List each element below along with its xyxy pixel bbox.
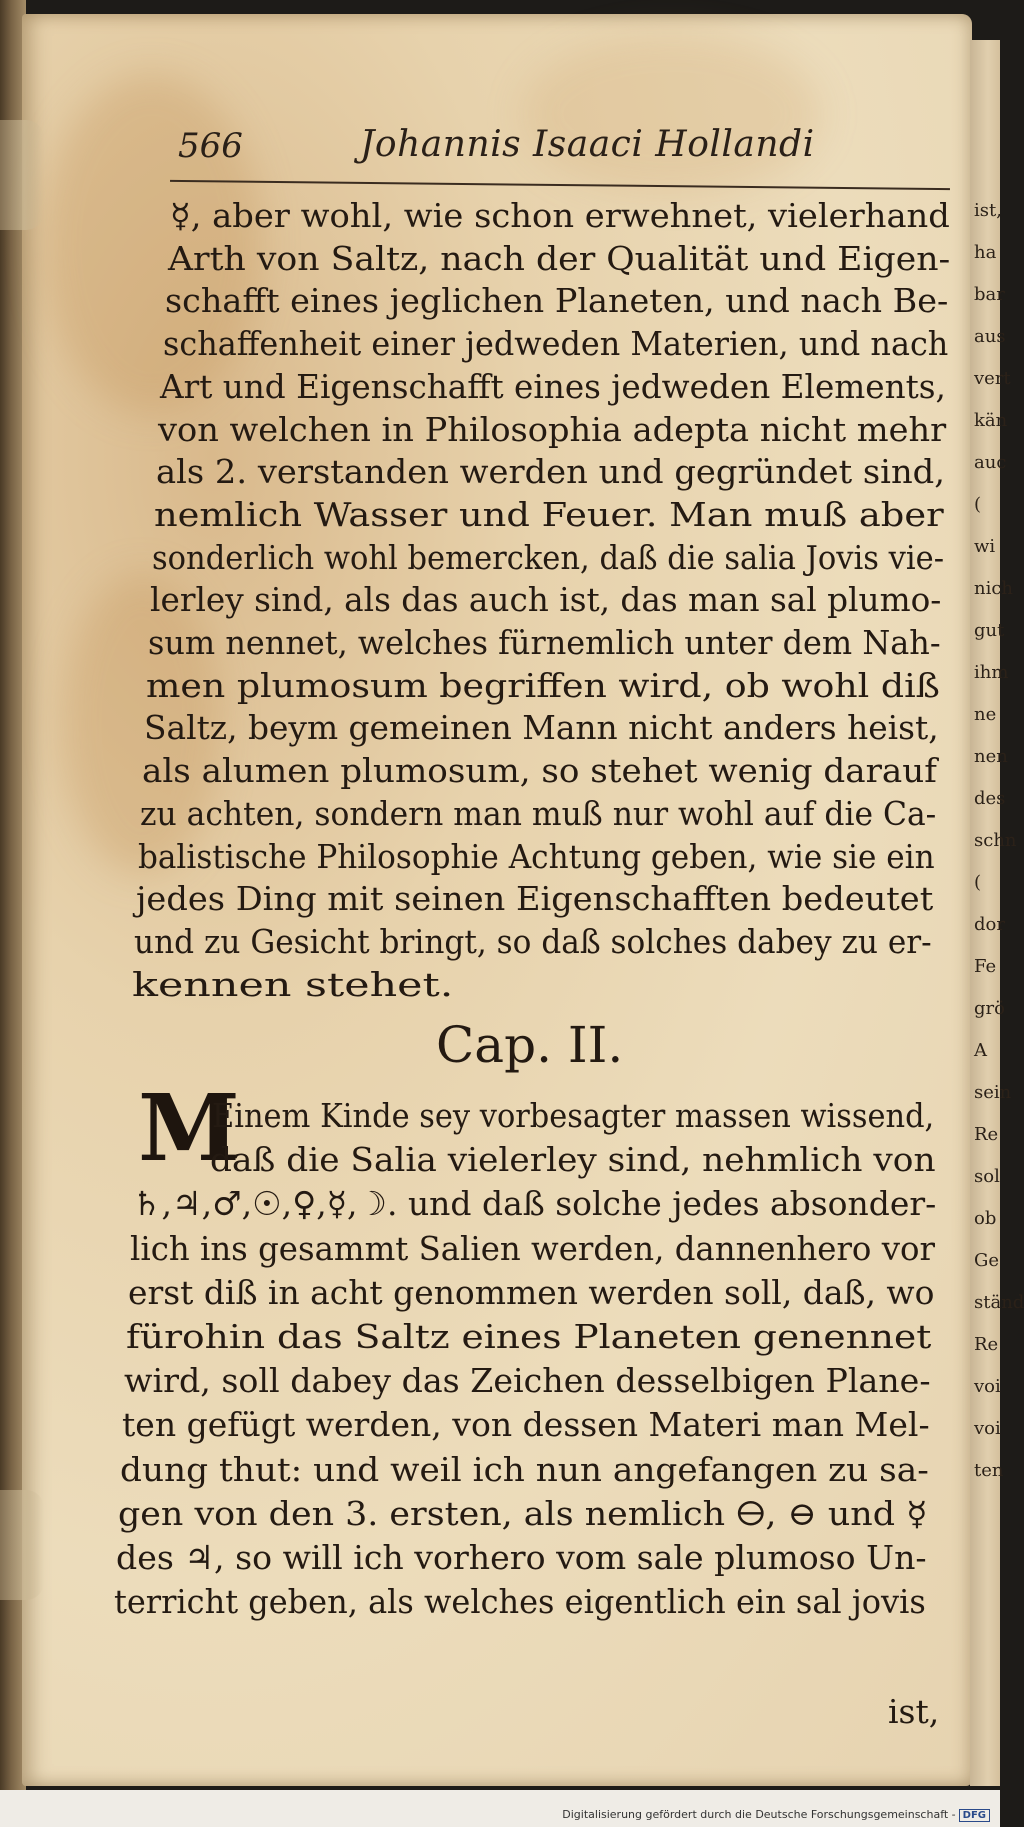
page-number: 566 [178,126,243,166]
text-line: lerley sind, als das auch ist, das man sal plumo- [150,580,942,620]
text-line: ten gefügt werden, von dessen Materi man Mel- [122,1405,930,1445]
adjacent-page-fragment: ha [974,242,997,263]
adjacent-page-fragment: ihm [974,662,1009,683]
text-line: als alumen plumosum, so stehet wenig darauf [142,751,937,791]
adjacent-page-fragment: sein [974,1082,1012,1103]
text-line: schaffenheit einer jedweden Materien, und nach [163,324,949,364]
text-line: gen von den 3. ersten, als nemlich 🜔, ⊖ und ☿ [118,1493,928,1533]
text-line: sum nennet, welches fürnemlich unter dem Nah- [148,623,941,662]
text-line: von welchen in Philosophia adepta nicht mehr [158,409,947,449]
adjacent-page-fragment: A [974,1040,987,1061]
text-line: Einem Kinde sey vorbesagter massen wissend, [212,1096,935,1135]
text-line: men plumosum begriffen wird, ob wohl diß [146,665,940,705]
text-line: zu achten, sondern man muß nur wohl auf die Ca- [140,793,937,833]
digitization-credit [562,1808,990,1822]
page-clip-mark [0,120,44,230]
dfg-logo: DFG [959,1809,990,1822]
adjacent-page-fragment: ständ [974,1292,1024,1313]
adjacent-page-fragment: aus [974,326,1006,347]
adjacent-page-fragment: ob [974,1208,997,1229]
adjacent-page-fragment: wi [974,536,996,557]
adjacent-page-fragment: voi [974,1418,1001,1439]
text-line: daß die Salia vielerley sind, nehmlich von [210,1140,936,1180]
adjacent-page-fragment: nich [974,578,1014,599]
text-line: jedes Ding mit seinen Eigenschafften bedeutet [136,879,934,919]
adjacent-page-fragment: des [974,788,1006,809]
text-line: terricht geben, als welches eigentlich ein sal jovis [114,1582,926,1622]
adjacent-page-fragment: ( [974,494,982,515]
adjacent-page-fragment: nen [974,746,1008,767]
text-line: sonderlich wohl bemercken, daß die salia Jovis vie- [152,537,945,577]
adjacent-page-edge [970,40,1024,1786]
adjacent-page-fragment: gut [974,620,1005,641]
text-line: des ♃, so will ich vorhero vom sale plumoso Un- [116,1538,927,1577]
adjacent-page-fragment: bar [974,284,1005,305]
credit-text: Digitalisierung gefördert durch die Deutsche Forschungsgemeinschaft - [562,1808,956,1821]
adjacent-page-fragment: ist, [974,200,1002,221]
adjacent-page-fragment: dor [974,914,1005,935]
page-stain [522,34,822,194]
text-line: balistische Philosophie Achtung geben, wie sie ein [138,836,935,876]
text-line: ☿, aber wohl, wie schon erwehnet, vielerhand [170,196,950,235]
text-line: wird, soll dabey das Zeichen desselbigen Plane- [124,1361,931,1401]
catchword: ist, [888,1692,940,1731]
adjacent-page-fragment: ten [974,1460,1004,1481]
adjacent-page-fragment: schn [974,830,1017,851]
text-line: lich ins gesammt Salien werden, dannenhero vor [130,1228,935,1268]
page-clip-mark [0,1490,44,1600]
text-line: dung thut: und weil ich nun angefangen zu sa- [120,1449,929,1489]
running-head: Johannis Isaaci Hollandi [360,124,815,165]
text-line: und zu Gesicht bringt, so daß solches dabey zu er- [134,921,932,961]
adjacent-page-fragment: kän [974,410,1008,431]
adjacent-page-fragment: sol [974,1166,1000,1187]
text-line: Saltz, beym gemeinen Mann nicht anders heist, [144,708,939,748]
adjacent-page-fragment: auc [974,452,1007,473]
text-line: schafft eines jeglichen Planeten, und nach Be- [165,281,949,321]
chapter-heading: Cap. II. [436,1016,624,1074]
adjacent-page-fragment: Fe [974,956,997,977]
adjacent-page-fragment: grö [974,998,1005,1019]
text-line: fürohin das Saltz eines Planeten genennet [126,1317,932,1356]
text-line: nemlich Wasser und Feuer. Man muß aber [154,494,944,534]
text-line: Arth von Saltz, nach der Qualität und Eigen- [168,238,951,278]
text-line: erst diß in acht genommen werden soll, daß, wo [128,1272,935,1312]
adjacent-page-fragment: voi [974,1376,1001,1397]
adjacent-page-fragment: ( [974,872,982,893]
text-line: kennen stehet. [132,964,454,1004]
adjacent-page-fragment: Ge [974,1250,1000,1271]
adjacent-page-fragment: vert [974,368,1011,389]
text-line: Art und Eigenschafft eines jedweden Elements, [160,366,946,406]
adjacent-page-fragment: Re [974,1124,999,1145]
adjacent-page-fragment: Re [974,1334,999,1355]
adjacent-page-fragment: ne [974,704,997,725]
text-line: ♄,♃,♂,☉,♀,☿,☽. und daß solche jedes absonder- [132,1184,937,1224]
decorated-initial: M [138,1074,240,1182]
text-line: als 2. verstanden werden und gegründet sind, [156,452,945,492]
